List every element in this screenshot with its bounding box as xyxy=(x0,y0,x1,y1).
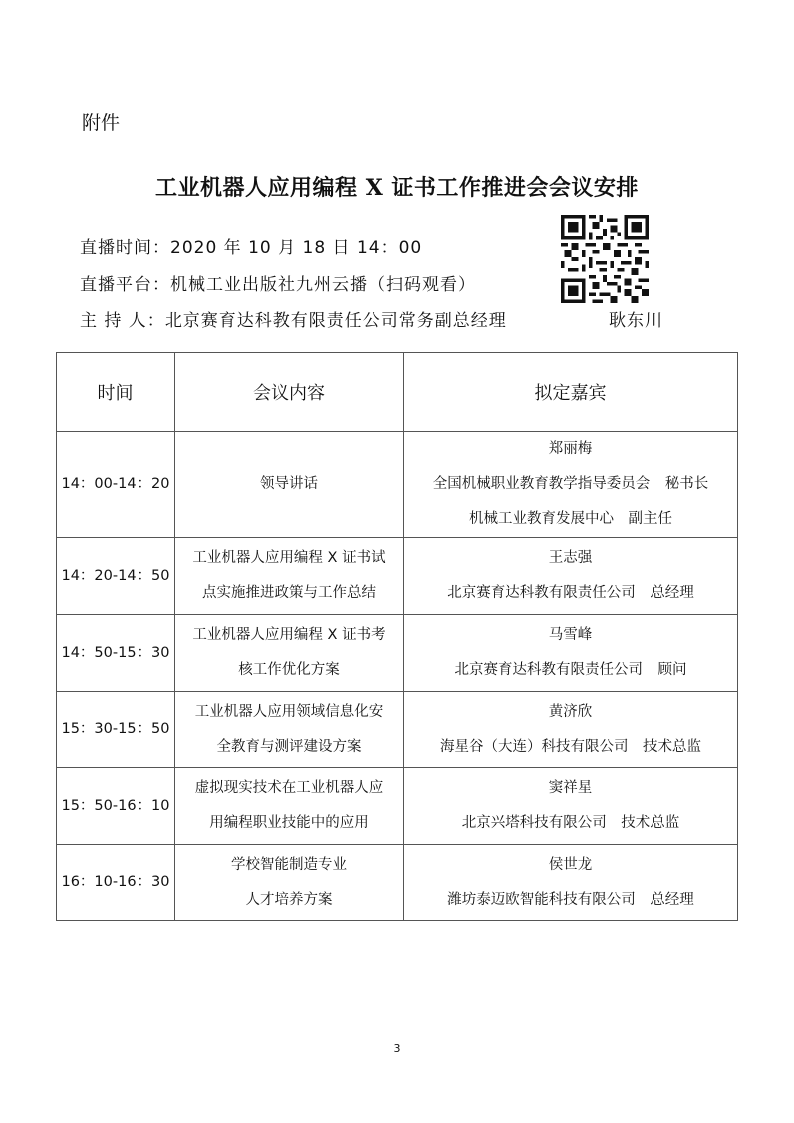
row-time: 14：50-15：30 xyxy=(57,615,175,692)
table-row xyxy=(57,432,738,538)
row-guests xyxy=(404,692,738,768)
guest-title: 全国机械职业教育教学指导委员会 秘书长 xyxy=(432,476,709,492)
content-line: 全教育与测评建设方案 xyxy=(216,738,362,755)
table-row xyxy=(57,845,738,921)
guest-name: 侯世龙 xyxy=(548,856,593,873)
content-line: 学校智能制造专业 xyxy=(231,856,347,873)
table-row xyxy=(57,615,738,692)
content-line: 工业机器人应用编程 X 证书考 xyxy=(192,627,386,643)
guest-title: 北京兴塔科技有限公司 技术总监 xyxy=(461,815,680,831)
row-guests xyxy=(404,845,738,921)
row-content xyxy=(175,538,404,615)
content-line: 领导讲话 xyxy=(260,476,318,492)
broadcast-platform-line xyxy=(80,270,476,295)
row-time: 14：20-14：50 xyxy=(57,538,175,615)
row-guests xyxy=(404,615,738,692)
content-line: 核工作优化方案 xyxy=(238,662,340,678)
row-time: 16：10-16：30 xyxy=(57,845,175,921)
table-header-row xyxy=(57,353,738,432)
row-content xyxy=(175,692,404,768)
content-line: 用编程职业技能中的应用 xyxy=(209,815,369,831)
content-line: 人才培养方案 xyxy=(245,891,333,908)
row-guests xyxy=(404,768,738,845)
table-row xyxy=(57,538,738,615)
guest-name: 郑丽梅 xyxy=(548,441,593,457)
header-time: 时间 xyxy=(57,353,175,432)
table-row xyxy=(57,692,738,768)
schedule-table xyxy=(56,352,738,921)
broadcast-time-line xyxy=(80,233,422,258)
guest-name: 窦祥星 xyxy=(548,780,593,796)
guest-name: 黄济欣 xyxy=(548,703,593,720)
qr-code-icon[interactable] xyxy=(561,215,649,303)
row-time: 15：50-16：10 xyxy=(57,768,175,845)
content-line: 点实施推进政策与工作总结 xyxy=(202,585,376,601)
host-name: 耿东川 xyxy=(609,311,663,331)
document-title: 工业机器人应用编程 X 证书工作推进会会议安排 xyxy=(155,175,639,201)
row-content xyxy=(175,615,404,692)
row-time: 15：30-15：50 xyxy=(57,692,175,768)
broadcast-time-label: 直播时间： xyxy=(80,238,170,258)
row-content xyxy=(175,845,404,921)
row-content xyxy=(175,432,404,538)
guest-title: 北京赛育达科教有限责任公司 总经理 xyxy=(447,585,694,601)
host-value: 北京赛育达科教有限责任公司常务副总经理 xyxy=(164,311,507,331)
content-line: 工业机器人应用领域信息化安 xyxy=(194,703,384,720)
guest-title: 机械工业教育发展中心 副主任 xyxy=(469,511,672,527)
content-line: 虚拟现实技术在工业机器人应 xyxy=(194,780,384,796)
broadcast-time-value: 2020 年 10 月 18 日 14：00 xyxy=(170,238,423,258)
guest-title: 海星谷（大连）科技有限公司 技术总监 xyxy=(440,738,701,755)
guest-name: 王志强 xyxy=(548,550,593,566)
host-line xyxy=(80,306,507,331)
guest-name: 马雪峰 xyxy=(548,627,593,643)
table-row xyxy=(57,768,738,845)
host-label: 主 持 人： xyxy=(80,311,165,331)
row-time: 14：00-14：20 xyxy=(57,432,175,538)
row-guests xyxy=(404,432,738,538)
broadcast-platform-label: 直播平台： xyxy=(80,275,170,295)
guest-title: 北京赛育达科教有限责任公司 顾问 xyxy=(454,662,687,678)
content-line: 工业机器人应用编程 X 证书试 xyxy=(192,550,386,566)
header-guests: 拟定嘉宾 xyxy=(404,353,738,432)
guest-title: 潍坊泰迈欧智能科技有限公司 总经理 xyxy=(447,891,694,908)
row-content xyxy=(175,768,404,845)
attachment-label: 附件 xyxy=(82,112,121,134)
header-content: 会议内容 xyxy=(175,353,404,432)
page-number: 3 xyxy=(393,1042,401,1055)
row-guests xyxy=(404,538,738,615)
broadcast-platform-value: 机械工业出版社九州云播（扫码观看） xyxy=(170,275,476,295)
